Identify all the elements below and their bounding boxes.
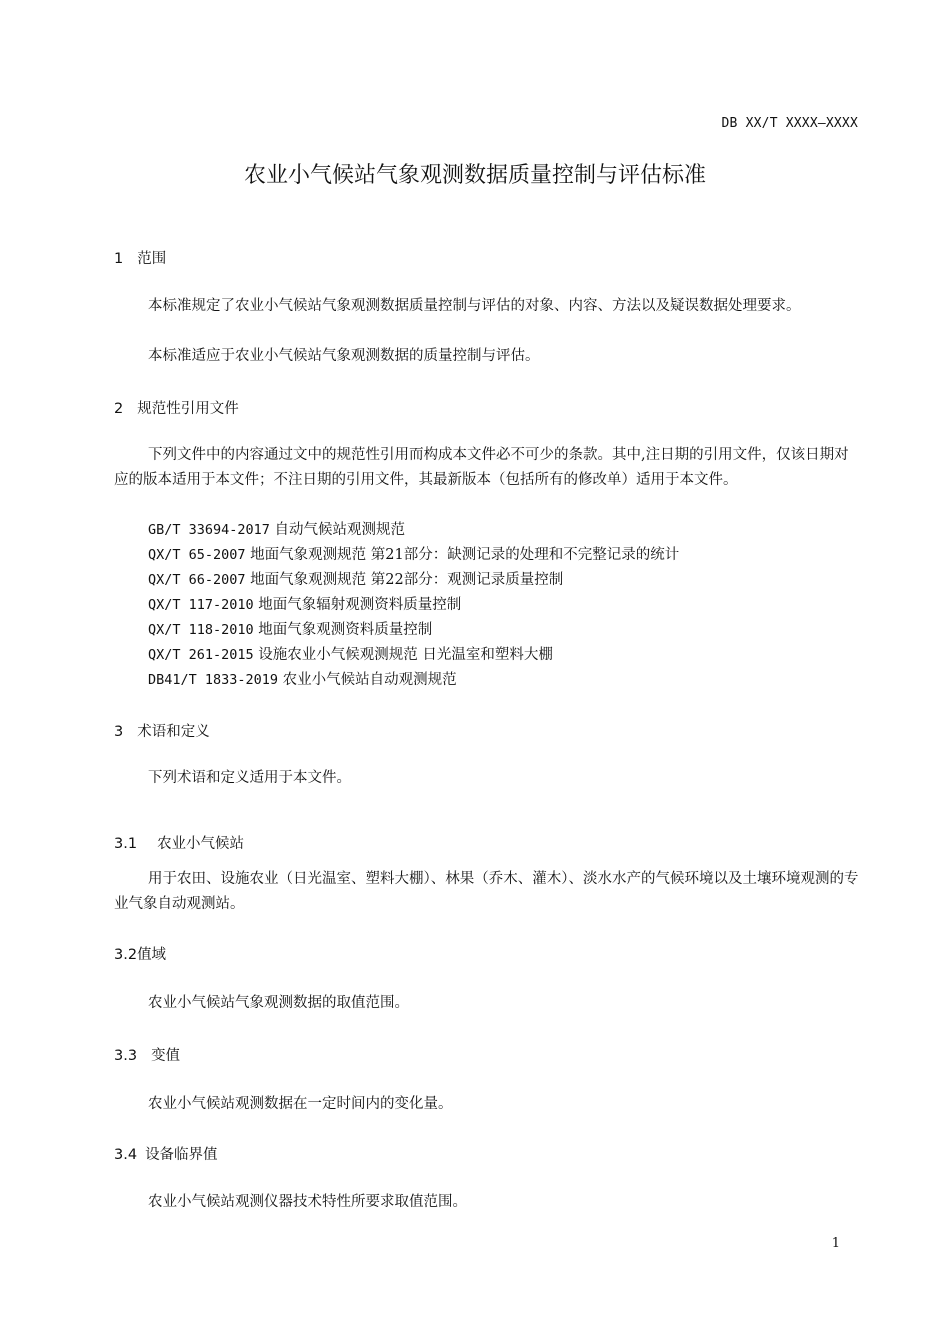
reference-code: QX/T 118-2010 [148,622,254,638]
paragraph-refs-intro [114,443,860,493]
reference-name: 自动气候站观测规范 [274,522,406,538]
reference-code: GB/T 33694-2017 [148,522,270,538]
reference-item [148,618,432,643]
paragraph-text: 农业小气候站观测数据在一定时间内的变化量。 [148,1096,453,1112]
section-title: 范围 [137,251,167,267]
reference-name: 地面气象观测规范 第22部分：观测记录质量控制 [250,572,564,588]
document-number: DB XX/T XXXX—XXXX [721,116,858,131]
reference-code: DB41/T 1833-2019 [148,672,279,688]
section-title: 值域 [137,947,167,963]
paragraph-text: 用于农田、设施农业（日光温室、塑料大棚）、林果（乔木、灌木）、淡水水产的气候环境以及土壤环境观测的专业气象自动观测站。 [114,871,859,912]
reference-code: QX/T 65-2007 [148,547,246,563]
section-number: 3.2 [114,947,138,963]
paragraph-scope-1 [114,294,860,319]
section-title: 变值 [151,1048,181,1064]
section-heading-3-2 [114,943,166,964]
paragraph-def-3-2 [114,991,860,1016]
document-title: 农业小气候站气象观测数据质量控制与评估标准 [243,163,706,188]
section-title: 设备临界值 [145,1147,218,1163]
reference-item [148,668,457,693]
section-title: 规范性引用文件 [137,401,239,417]
reference-name: 设施农业小气候观测规范 日光温室和塑料大棚 [258,647,553,663]
paragraph-text: 下列文件中的内容通过文中的规范性引用而构成本文件必不可少的条款。其中,注日期的引用文件，仅该日期对应的版本适用于本文件；不注日期的引用文件，其最新版本（包括所有的修改单）适用于本文件。 [114,447,849,488]
paragraph-def-3-4 [114,1190,860,1215]
paragraph-def-3-1 [114,867,860,917]
section-heading-2 [114,397,239,418]
section-title: 农业小气候站 [157,836,245,852]
section-heading-3-3 [114,1044,180,1065]
reference-code: QX/T 261-2015 [148,647,254,663]
section-number: 3.4 [114,1147,138,1163]
reference-item [148,518,405,543]
paragraph-text: 农业小气候站气象观测数据的取值范围。 [148,995,409,1011]
paragraph-def-3-3 [114,1092,860,1117]
paragraph-text: 本标准适应于农业小气候站气象观测数据的质量控制与评估。 [148,348,540,364]
reference-code: QX/T 66-2007 [148,572,246,588]
section-number: 3 [114,724,124,740]
paragraph-terms-intro [114,766,860,791]
reference-name: 地面气象辐射观测资料质量控制 [258,597,462,613]
section-number: 3.1 [114,836,138,852]
reference-item [148,593,461,618]
section-number: 1 [114,251,124,267]
page-number: 1 [831,1236,840,1251]
reference-item [148,543,679,568]
paragraph-scope-2 [114,344,860,369]
reference-name: 地面气象观测资料质量控制 [258,622,433,638]
section-title: 术语和定义 [137,724,210,740]
section-heading-3-1 [114,832,244,853]
paragraph-text: 下列术语和定义适用于本文件。 [148,770,351,786]
reference-item [148,643,553,668]
paragraph-text: 本标准规定了农业小气候站气象观测数据质量控制与评估的对象、内容、方法以及疑误数据处理要求。 [148,298,801,314]
section-number: 2 [114,401,124,417]
reference-name: 农业小气候站自动观测规范 [282,672,457,688]
reference-name: 地面气象观测规范 第21部分：缺测记录的处理和不完整记录的统计 [250,547,680,563]
section-number: 3.3 [114,1048,138,1064]
paragraph-text: 农业小气候站观测仪器技术特性所要求取值范围。 [148,1194,467,1210]
section-heading-3 [114,720,210,741]
section-heading-3-4 [114,1143,218,1164]
reference-item [148,568,563,593]
section-heading-1 [114,247,166,268]
reference-code: QX/T 117-2010 [148,597,254,613]
